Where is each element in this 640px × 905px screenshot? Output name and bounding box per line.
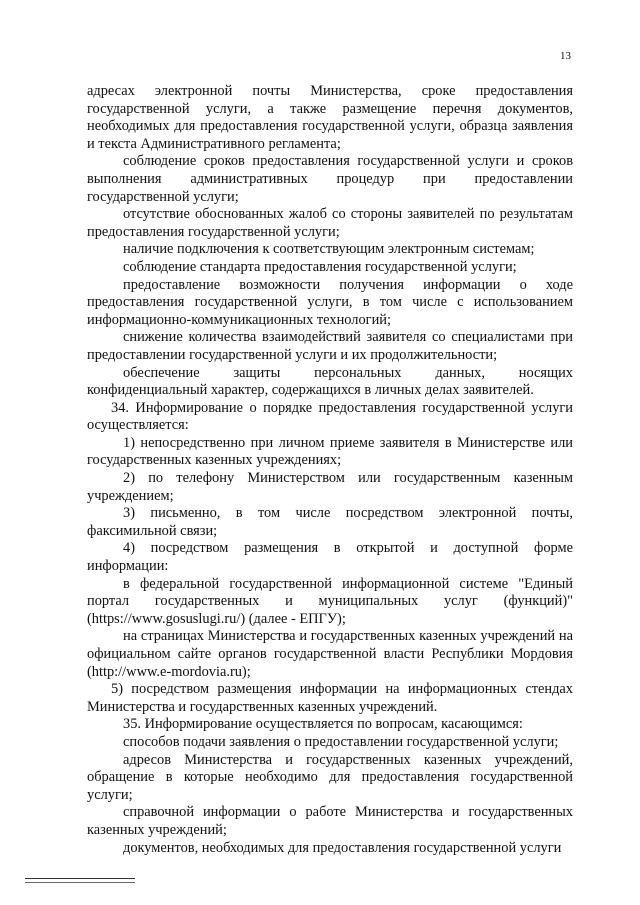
- footnote-separator: [25, 878, 135, 879]
- paragraph-13: 4) посредством размещения в открытой и доступной форме информации:: [87, 540, 573, 575]
- paragraph-14: в федеральной государственной информационной системе "Единый портал государственных и муниципальных услуг (функций)" (https://www.gosuslugi.ru/) (далее - ЕПГУ);: [87, 575, 573, 627]
- paragraph-8: обеспечение защиты персональных данных, носящих конфиденциальный характер, содержащихся в личных делах заявителей.: [87, 364, 573, 399]
- paragraph-10: 1) непосредственно при личном приеме заявителя в Министерстве или государственных казенных учреждениях;: [87, 434, 573, 469]
- paragraph-20: справочной информации о работе Министерства и государственных казенных учреждений;: [87, 804, 573, 838]
- paragraph-4: наличие подключения к соответствующим электронным системам;: [123, 241, 535, 258]
- paragraph-3: отсутствие обоснованных жалоб со стороны заявителей по результатам предоставления государственной услуги;: [87, 206, 573, 240]
- paragraph-7: снижение количества взаимодействий заявителя со специалистами при предоставлении государственной услуги и их продолжительности;: [87, 329, 573, 363]
- paragraph-6: предоставление возможности получения информации о ходе предоставления государственной услуги, в том числе с использованием информационно-коммуникационных технологий;: [87, 276, 573, 328]
- footnote-separator-secondary: [25, 882, 135, 883]
- paragraph-2: соблюдение сроков предоставления государственной услуги и сроков выполнения административных процедур при предоставлении государственной услуги;: [87, 153, 573, 205]
- paragraph-18: способов подачи заявления о предоставлении государственной услуги;: [123, 733, 559, 750]
- paragraph-1: адресах электронной почты Министерства, сроке предоставления государственной услуги, а также размещение перечня документов, необходимых для предоставления государственной услуги, образца заявления и текста Административного регламента;: [87, 83, 573, 152]
- paragraph-21: документов, необходимых для предоставления государственной услуги: [123, 839, 562, 856]
- paragraph-11: 2) по телефону Министерством или государственным казенным учреждением;: [87, 470, 573, 504]
- paragraph-5: соблюдение стандарта предоставления государственной услуги;: [123, 258, 517, 275]
- paragraph-16: 5) посредством размещения информации на информационных стендах Министерства и государственных казенных учреждений.: [87, 681, 573, 715]
- paragraph-9: 34. Информирование о порядке предоставления государственной услуги осуществляется:: [87, 399, 573, 434]
- paragraph-19: адресов Министерства и государственных казенных учреждений, обращение в которые необходимо для предоставления государственной услуги;: [87, 751, 573, 803]
- paragraph-15: на страницах Министерства и государственных казенных учреждений на официальном сайте органов государственной власти Республики Мордовия (http://www.e-mordovia.ru);: [87, 628, 573, 680]
- page-number: 13: [560, 50, 571, 62]
- paragraph-17: 35. Информирование осуществляется по вопросам, касающимся:: [123, 716, 523, 733]
- paragraph-12: 3) письменно, в том числе посредством электронной почты, факсимильной связи;: [87, 505, 573, 539]
- document-body: [87, 83, 573, 857]
